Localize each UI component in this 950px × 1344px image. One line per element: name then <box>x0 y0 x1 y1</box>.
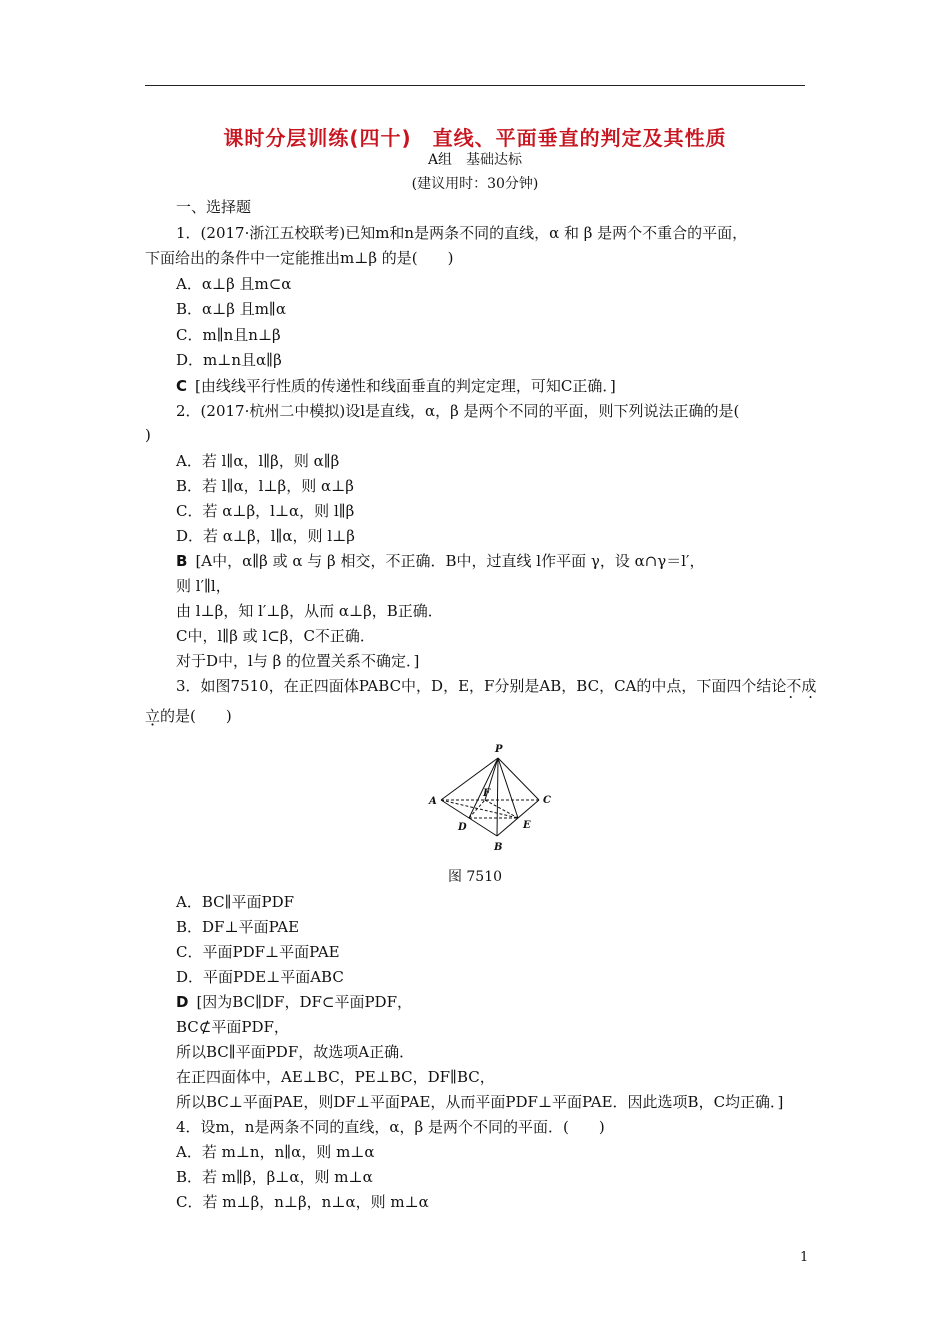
q3-stem-2b: 的是( ) <box>160 707 232 725</box>
q2-stem-line-1: 2．(2017·杭州二中模拟)设l是直线，α，β 是两个不同的平面，则下列说法正确的是( <box>176 402 740 420</box>
label-P: P <box>495 744 503 755</box>
q1-option-c: C．m∥n且n⊥β <box>176 326 281 344</box>
q3-option-d: D．平面PDE⊥平面ABC <box>176 968 344 986</box>
q2-option-d: D．若 α⊥β，l∥α，则 l⊥β <box>176 527 355 545</box>
q2-answer-line <box>176 551 704 571</box>
page-number: 1 <box>800 1250 809 1265</box>
q1-answer: C <box>176 377 188 395</box>
q2-stem-line-2: ) <box>145 426 151 444</box>
q3-stem-emphasis: 不成 · · <box>786 677 816 695</box>
q3-stem-line-1 <box>176 676 816 696</box>
q2-option-c: C．若 α⊥β，l⊥α，则 l∥β <box>176 502 355 520</box>
q1-stem-line-2: 下面给出的条件中一定能推出m⊥β 的是( ) <box>145 249 454 267</box>
tetrahedron-figure <box>425 740 555 860</box>
q2-option-b: B．若 l∥α，l⊥β，则 α⊥β <box>176 477 354 495</box>
q3-answer-line <box>176 992 412 1012</box>
q2-option-a: A．若 l∥α，l∥β，则 α∥β <box>176 452 340 470</box>
q3-option-c: C．平面PDF⊥平面PAE <box>176 943 340 961</box>
q3-stem-1a: 3．如图7510，在正四面体PABC中，D，E，F分别是AB，BC，CA的中点，下面四个结论 <box>176 677 787 695</box>
section-heading: 一、选择题 <box>176 198 252 216</box>
q4-option-c: C．若 m⊥β，n⊥β，n⊥α，则 m⊥α <box>176 1193 429 1211</box>
label-E: E <box>523 820 531 831</box>
label-B: B <box>494 842 503 853</box>
q3-option-a: A．BC∥平面PDF <box>176 893 295 911</box>
q2-explanation-5: 对于D中，l与 β 的位置关系不确定．] <box>176 652 420 670</box>
q4-option-a: A．若 m⊥n，n∥α，则 m⊥α <box>176 1143 375 1161</box>
figure-caption: 图 7510 <box>447 869 503 885</box>
time-hint: (建议用时：30分钟) <box>411 176 539 192</box>
q2-explanation-4: C中，l∥β 或 l⊂β，C不正确． <box>176 627 375 645</box>
label-C: C <box>543 795 551 806</box>
q3-explanation-2: BC⊄平面PDF， <box>176 1018 289 1036</box>
q2-explanation-2: 则 l′∥l， <box>176 577 231 595</box>
group-label: A组 基础达标 <box>427 152 523 168</box>
page-title: 课时分层训练(四十) 直线、平面垂直的判定及其性质 <box>223 126 727 150</box>
q1-explanation: [由线线平行性质的传递性和线面垂直的判定定理，可知C正确．] <box>195 377 616 395</box>
q2-explanation-1: [A中，α∥β 或 α 与 β 相交，不正确．B中，过直线 l作平面 γ，设 α∩γ＝l′， <box>195 552 705 570</box>
q3-stem-line-2 <box>145 706 232 726</box>
label-F: F <box>483 788 491 799</box>
q3-explanation-3: 所以BC∥平面PDF，故选项A正确． <box>176 1043 415 1061</box>
q2-answer: B <box>176 552 188 570</box>
q1-option-a: A．α⊥β 且m⊂α <box>176 275 292 293</box>
q3-explanation-4: 在正四面体中，AE⊥BC，PE⊥BC，DF∥BC， <box>176 1068 495 1086</box>
q4-stem: 4．设m，n是两条不同的直线，α，β 是两个不同的平面．( ) <box>176 1118 605 1136</box>
q3-answer: D <box>176 993 189 1011</box>
q3-stem-2a: 立 <box>145 707 161 725</box>
header-rule <box>145 85 805 86</box>
q2-explanation-3: 由 l⊥β，知 l′⊥β，从而 α⊥β，B正确． <box>176 602 443 620</box>
q3-explanation-5: 所以BC⊥平面PAE，则DF⊥平面PAE，从而平面PDF⊥平面PAE．因此选项B，C均正确．] <box>176 1093 784 1111</box>
q1-option-b: B．α⊥β 且m∥α <box>176 300 286 318</box>
q1-option-d: D．m⊥n且α∥β <box>176 351 282 369</box>
q3-option-b: B．DF⊥平面PAE <box>176 918 300 936</box>
label-D: D <box>458 822 467 833</box>
q4-option-b: B．若 m∥β，β⊥α，则 m⊥α <box>176 1168 373 1186</box>
q3-explanation-1: [因为BC∥DF，DF⊂平面PDF， <box>196 993 412 1011</box>
q1-answer-line <box>176 376 616 396</box>
label-A: A <box>429 796 437 807</box>
q1-stem-line-1: 1．(2017·浙江五校联考)已知m和n是两条不同的直线，α 和 β 是两个不重合的平面， <box>176 224 748 242</box>
